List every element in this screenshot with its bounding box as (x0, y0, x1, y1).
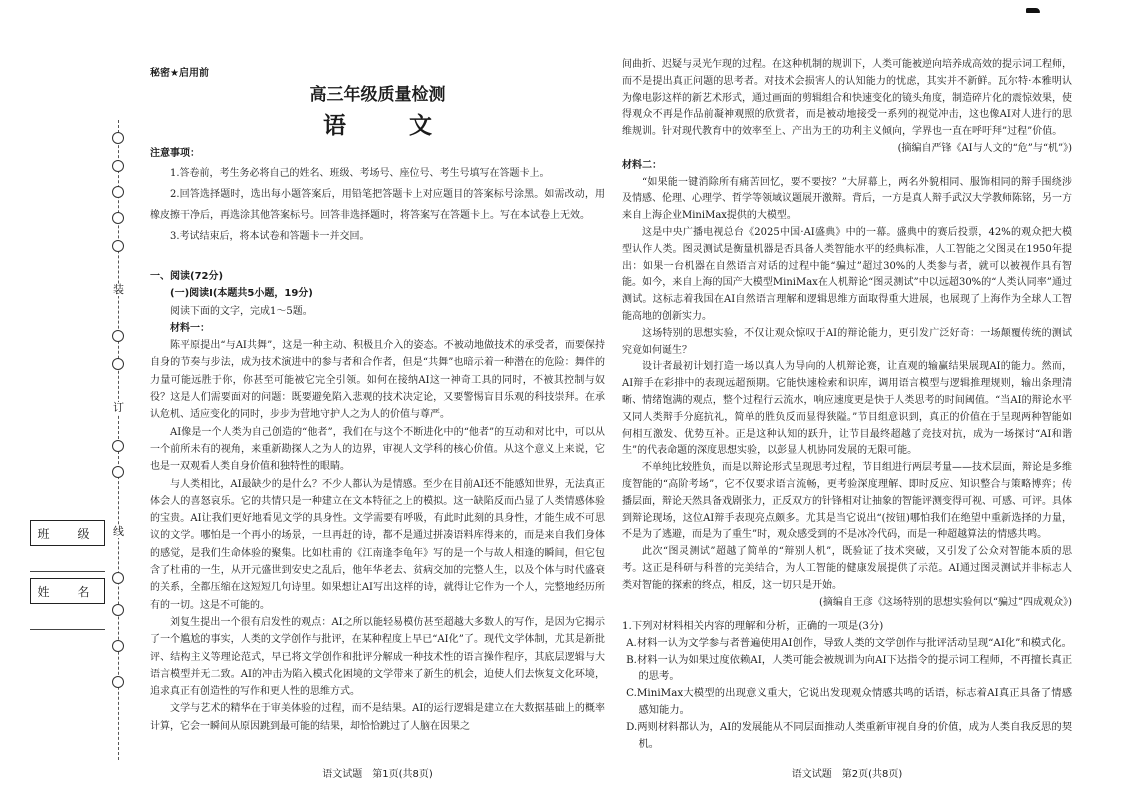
binding-hole (112, 676, 124, 688)
material-2-paragraph: 设计者最初计划打造一场以真人为导向的人机辩论赛，让直观的输赢结果展现AI的能力。然而，AI辩手在彩排中的表现远超预期。它能快速检索和识库，调用语言模型与逻辑推理规则，输出条理清晰、情绪饱满的观点，整个过程行云流水，响应速度更是快于人类思考的时间阈值。“当AI的辩论水平又同人类辩手分庭抗礼，简单的胜负反而显得狭隘。”节目组意识到，真正的价值在于呈现两种智能如何相互激发、优势互补。正是这种认知的跃升，让节目最终超越了竞技对抗，成为一场探讨“AI和谐生”的代表命题的深度思想实验，以彭显人机协同发展的无限可能。 (622, 361, 1072, 457)
binding-hole (112, 132, 124, 144)
material-1-paragraph: 刘复生提出一个很有启发性的观点：AI之所以能轻易模仿甚至超越大多数人的写作，是因为它揭示了一个尴尬的事实，人类的文学创作与批评，在某种程度上早已“AI化”了。现代文学体制，尤其是新批评、结构主义等理论范式，早已将文学创作和批评分解成一种技术性的语言操作程序，其底层逻辑与大语言模型并无二致。AI的冲击为陷入模式化困境的文学带来了新生的机会，迫使人们去恢复文化环境，追求真正有创造性的写作和更人性的思维方式。 (150, 616, 605, 698)
question-1 (622, 618, 1072, 752)
binding-hole (112, 212, 124, 224)
binding-hole (112, 604, 124, 616)
material-2-label: 材料二： (622, 159, 662, 171)
binding-hole (112, 358, 124, 370)
option-c: C.MiniMax大模型的出现意义重大，它说出发现观众情感共鸣的话语，标志着AI真正具备了情感感知能力。 (626, 687, 1072, 716)
instruction-text: 阅读下面的文字，完成1～5题。 (170, 305, 313, 317)
binding-mark-xian: 线 (113, 525, 124, 538)
page-footer-right: 语文试题 第2页(共8页) (791, 769, 903, 780)
source-2: (摘编自王彦《这场特别的思想实验何以“骗过”四成观众》) (818, 596, 1072, 608)
continuation-paragraph: 间曲折、迟疑与灵光乍现的过程。在这种机制的规训下，人类可能被逆向培养成高效的提示词工程师，而不是提出真正问题的思考者。对技术会损害人的认知能力的忧虑，其实并不新鲜。瓦尔特·本雅明认为像电影这样的新艺术形式，通过画面的剪辑组合和快速变化的镜头角度，制造碎片化的震惊效果，使得观众不再是作品前凝神观照的欣赏者，而是被动地接受一系列的视觉冲击，这也像AI对人进行的思维规训。针对现代教育中的效率至上、产出为王的功利主义倾向，学界也一直在呼吁拜”过程”价值。 (622, 59, 1072, 138)
page-1 (150, 0, 605, 794)
notes-list (150, 163, 605, 247)
binding-hole (112, 330, 124, 342)
material-2-paragraph: 这是中央广播电视总台《2025中国·AI盛典》中的一幕。盛典中的赛后投票，42%的观众把大模型认作人类。图灵测试是衡量机器是否具备人类智能水平的经典标准，人工智能之父图灵在1950年提出：如果一台机器在自然语言对话的过程中能“骗过”超过30%的人类参与者，就可以被视作具有智能。如今，来自上海的国产大模型MiniMax在人机辩论“图灵测试”中以远超30%的“人类认同率”通过测试。这标志着我国在AI自然语言理解和逻辑思维方面取得重大进展，也展现了上海作为全球人工智能高地的创新实力。 (622, 226, 1072, 322)
notes-section (150, 145, 605, 162)
material-1-paragraph: 陈平原提出“与AI共舞”，这是一种主动、积极且介入的姿态。不被动地做技术的承受者，而要保持自身的节奏与步法，成为技术演进中的参与者和合作者，但是“共舞”也暗示着一种潜在的危险：舞伴的力量可能远胜于你，你甚至可能被它完全引领。如何在接纳AI这一神奇工具的同时，不被其控制与奴役？这是人们需要面对的问题：既要避免陷入悲观的技术决定论，又要警惕盲目乐观的科技崇拜。在承认危机、适应变化的同时，步步为营地守护人之为人的价值与尊严。 (150, 340, 605, 421)
option-d: D.两则材料都认为，AI的发展能从不同层面推动人类重新审视自身的价值，成为人类自我反思的契机。 (626, 720, 1072, 750)
material-2-paragraph: 这场特别的思想实验，不仅让观众惊叹于AI的辩论能力，更引发广泛好奇：一场颠覆传统的测试究竟如何诞生？ (622, 327, 1072, 356)
secret-label: 秘密★启用前 (150, 68, 209, 79)
page-footer-left: 语文试题 第1页(共8页) (322, 769, 433, 780)
binding-hole (112, 572, 124, 584)
note-item: 1.答卷前，考生务必将自己的姓名、班级、考场号、座位号、考生号填写在答题卡上。 (170, 168, 550, 179)
reading-section (150, 268, 605, 735)
binding-hole (112, 440, 124, 452)
material-1-label: 材料一： (170, 322, 210, 334)
material-2-paragraph: 不单纯比较胜负，而是以辩论形式呈现思考过程，节目组进行两层考量——技术层面，辩论是多维度智能的“高阶考场”，它不仅要求语言流畅，更考验深度理解、即时反应、知识整合与策略博弈；传播层面，辩论天然具备戏剧张力，正反双方的针锋相对让抽象的智能评测变得可视、可感、可评。具体到辩论现场，这位AI辩手表现亮点颇多。尤其是当它说出“(按钮)哪怕我们在绝望中重新选择的力量，不是为了逃避，而是为了重生”时，观众感受到的不是冰冷代码，而是一种超越算法的情感共鸣。 (622, 462, 1072, 541)
binding-hole (112, 466, 124, 478)
question-stem: 1.下列对材料相关内容的理解和分析，正确的一项是(3分) (622, 620, 884, 632)
note-item: 2.回答选择题时，选出每小题答案后，用铅笔把答题卡上对应题目的答案标号涂黑。如需改动，用橡皮擦干净后，再选涂其他答案标号。回答非选择题时，将答案写在答题卡上。写在本试卷上无效。 (150, 189, 605, 221)
binding-hole (112, 186, 124, 198)
material-1-paragraph: 文学与艺术的精华在于审美体验的过程，而不是结果。AI的运行逻辑是建立在大数据基础上的概率计算，它会一瞬间从原因跳到最可能的结果，却恰恰跳过了人脑在因果之 (150, 703, 605, 732)
subject-title: 语 文 (323, 113, 452, 139)
binding-margin (0, 0, 150, 794)
material-2-paragraph: “如果能一键消除所有痛苦回忆，要不要按？”大屏幕上，两名外貌相同、服饰相同的辩手围绕涉及情感、伦理、心理学、哲学等领域议题展开激辩。背后，一方是真人辩手武汉大学教师陈铭，另一方来自上海企业MiniMax提供的大模型。 (622, 176, 1072, 222)
notes-heading: 注意事项： (150, 148, 200, 159)
binding-mark-ding: 订 (113, 401, 124, 414)
material-1-paragraph: 与人类相比，AI最缺少的是什么？不少人都认为是情感。至少在目前AI还不能感知世界，无法真正体会人的喜怒哀乐。它的共情只是一种建立在文本特征之上的模拟。这一缺陷反而凸显了人类情感体验的宝贵。AI让我们更好地看见文学的具身性。文学需要有呼吸，有此时此刻的具身性，才能生成不可思议的文学。哪怕是一个再小的场景，一旦再赶的诗，都不是通过拼凑语料库得来的，而是来自我们身体的感觉，是我们生命体验的聚集。比如杜甫的《江南逢李龟年》写的是一个与故人相逢的瞬间，但它包含了杜甫的一生，从开元盛世到安史之乱后，他年华老去、贫病交加的完整人生，以及个体与时代盛衰的关系，全都压缩在这短短几句诗里。如果想让AI写出这样的诗，就得让它作为一个人，完整地经历所有的一切。这是不可能的。 (150, 478, 605, 611)
option-b: B.材料一认为如果过度依赖AI，人类可能会被规训为向AI下达指令的提示词工程师，不再擅长真正的思考。 (626, 653, 1072, 683)
material-1-continuation (622, 57, 1072, 611)
page-2 (622, 0, 1072, 794)
subsection-heading: (一)阅读Ⅰ(本题共5小题，19分) (170, 288, 313, 300)
note-item: 3.考试结束后，将本试卷和答题卡一并交回。 (170, 231, 370, 242)
binding-mark-zhuang: 装 (113, 283, 124, 296)
binding-hole (112, 240, 124, 252)
binding-hole (112, 160, 124, 172)
exam-title: 高三年级质量检测 (309, 85, 446, 105)
section-heading: 一、阅读(72分) (150, 271, 224, 282)
material-1-paragraph: AI像是一个人类为自己创造的“他者”，我们在与这个不断进化中的“他者”的互动和对比中，可以从一个前所未有的视角，来重新勘探人之为人的边界，审视人文学科的核心价值。从这个意义上来说，它也是一双观看人类自身价值和独特性的眼睛。 (150, 426, 605, 473)
option-a: A.材料一认为文学参与者普遍使用AI创作，导致人类的文学创作与批评活动呈现“AI化”和模式化。 (626, 636, 1072, 649)
name-fill-line (30, 606, 105, 630)
class-fill-line (30, 548, 105, 572)
source-1: (摘编自严锋《AI与人文的“危”与“机”》) (897, 142, 1072, 154)
name-label-box: 姓 名 (30, 578, 105, 604)
material-2-paragraph: 此次“图灵测试”超越了简单的“辩别人机”，既验证了技术突破，又引发了公众对智能本质的思考。这正是科研与科普的完美结合，为人工智能的健康发展提供了示范。AI通过图灵测试并非标志人类对智能的探索的终点，相反，这一切只是开始。 (622, 546, 1072, 591)
class-label-box: 班 级 (30, 520, 105, 546)
binding-hole (112, 640, 124, 652)
